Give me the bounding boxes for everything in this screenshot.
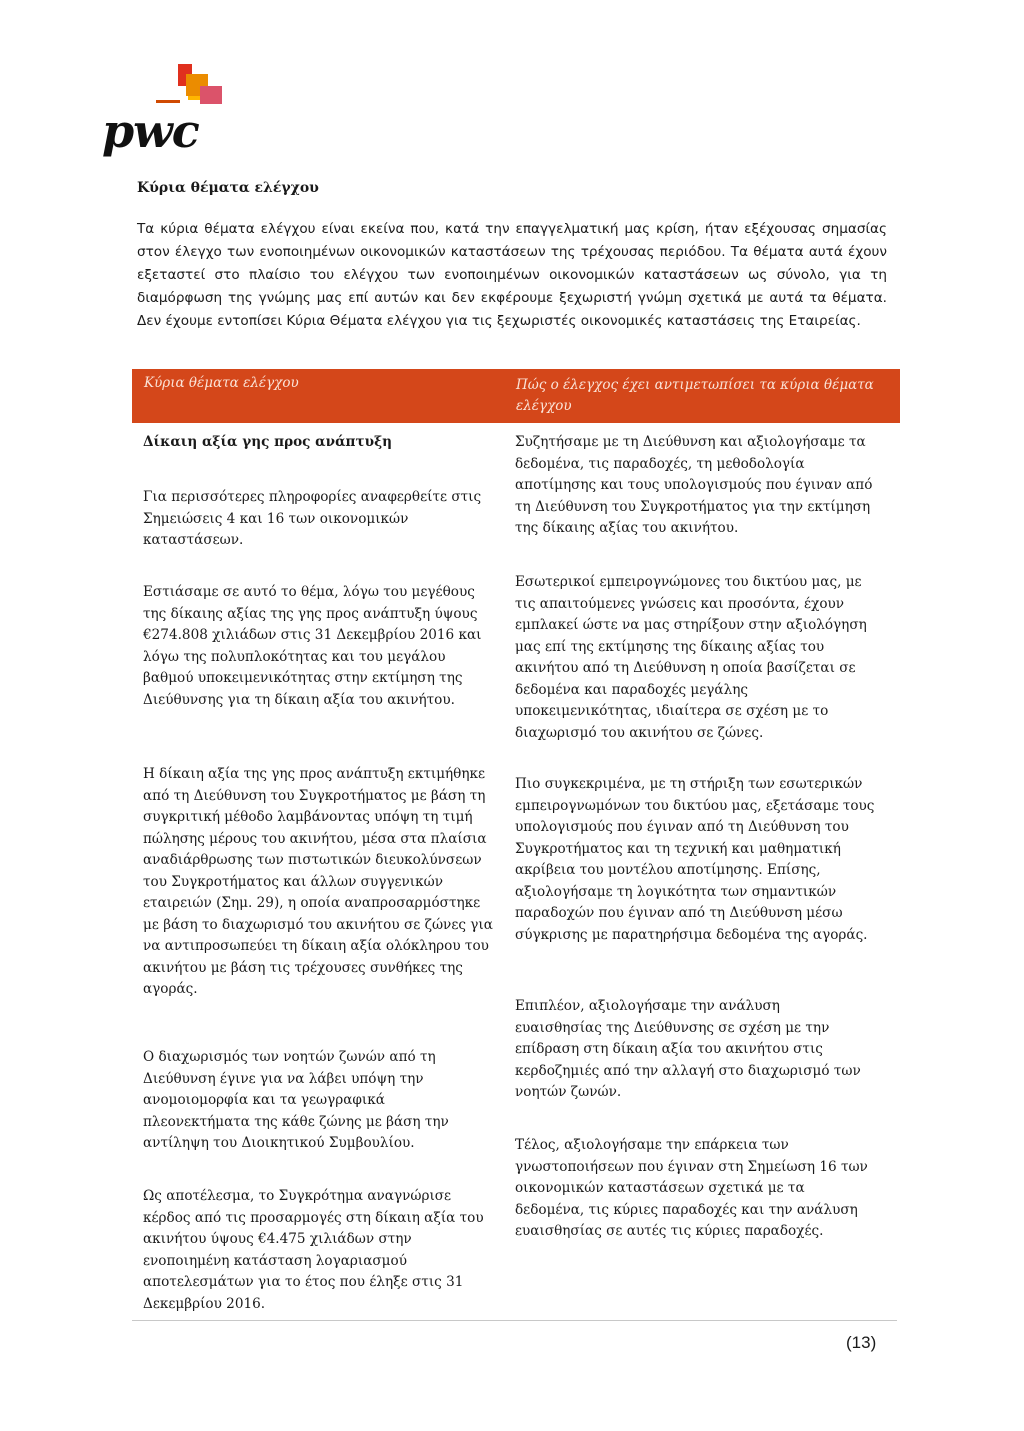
footer-rule bbox=[132, 1320, 897, 1321]
section-heading: Κύρια θέματα ελέγχου bbox=[137, 180, 319, 196]
left-paragraph-1 bbox=[143, 487, 493, 552]
left-paragraph-2 bbox=[143, 582, 483, 711]
page-number: (13) bbox=[846, 1333, 877, 1352]
logo-wordmark: pwc bbox=[102, 104, 199, 158]
right-paragraph-2 bbox=[515, 572, 880, 744]
left-paragraph-5 bbox=[143, 1186, 488, 1315]
right-text-5: Τέλος, αξιολογήσαμε την επάρκεια των γνωστοποιήσεων που έγιναν στη Σημείωση 16 των οικονομικών καταστάσεων σχετικά με τα δεδομένα, τις κύριες παραδοχές και την ανάλυση ευαισθησίας σε αυτές τις κύριες παραδοχές. bbox=[515, 1137, 868, 1239]
logo-bar bbox=[156, 100, 180, 103]
left-title bbox=[143, 432, 503, 454]
right-paragraph-3 bbox=[515, 774, 890, 946]
right-text-4: Επιπλέον, αξιολογήσαμε την ανάλυση ευαισθησίας της Διεύθυνσης σε σχέση με την επίδραση στη δίκαιη αξία του ακινήτου στις κερδοζημιές από την αλλαγή στο διαχωρισμό των νοητών ζωνών. bbox=[515, 998, 861, 1100]
table-header-band bbox=[132, 369, 900, 423]
right-paragraph-4 bbox=[515, 996, 870, 1104]
left-subheading: Δίκαιη αξία γης προς ανάπτυξη bbox=[143, 434, 393, 450]
left-text-2: Εστιάσαμε σε αυτό το θέμα, λόγω του μεγέθους της δίκαιης αξίας της γης προς ανάπτυξη ύψους €274.808 χιλιάδων στις 31 Δεκεμβρίου 2016 και λόγω της πολυπλοκότητας και του μεγάλου βαθμού υποκειμενικότητας στην εκτίμηση της Διεύθυνσης για τη δίκαιη αξία του ακινήτου. bbox=[143, 584, 482, 708]
right-text-3: Πιο συγκεκριμένα, με τη στήριξη των εσωτερικών εμπειρογνωμόνων του δικτύου μας, εξετάσαμε τους υπολογισμούς που έγιναν από τη Διεύθυνση του Συγκροτήματος και τη τεχνική και μαθηματική ακρίβεια του μοντέλου αποτίμησης. Επίσης, αξιολογήσαμε τη λογικότητα των σημαντικών παραδοχών που έγιναν από τη Διεύθυνση μέσω σύγκρισης με παρατηρήσιμα δεδομένα της αγοράς. bbox=[515, 776, 875, 943]
right-text-1: Συζητήσαμε με τη Διεύθυνση και αξιολογήσαμε τα δεδομένα, τις παραδοχές, τη μεθοδολογία αποτίμησης και τους υπολογισμούς που έγιναν από τη Διεύθυνση του Συγκροτήματος για την εκτίμηση της δίκαιης αξίας του ακινήτου. bbox=[515, 434, 873, 536]
header-right: Πώς ο έλεγχος έχει αντιμετωπίσει τα κύρια θέματα ελέγχου bbox=[516, 377, 874, 414]
right-paragraph-5 bbox=[515, 1135, 875, 1243]
left-paragraph-4 bbox=[143, 1047, 458, 1155]
intro-paragraph: Τα κύρια θέματα ελέγχου είναι εκείνα που, κατά την επαγγελματική μας κρίση, ήταν εξέχουσας σημασίας στον έλεγχο των ενοποιημένων οικονομικών καταστάσεων της τρέχουσας περιόδου. Τα θέματα αυτά έχουν εξεταστεί στο πλαίσιο του ελέγχου των ενοποιημένων οικονομικών καταστάσεων ως σύνολο, για τη διαμόρφωση της γνώμης μας επί αυτών και δεν εκφέρουμε ξεχωριστή γνώμη σχετικά με αυτά τα θέματα. Δεν έχουμε εντοπίσει Κύρια Θέματα ελέγχου για τις ξεχωριστές οικονομικές καταστάσεις της Εταιρείας. bbox=[137, 221, 887, 329]
left-text-5: Ως αποτέλεσμα, το Συγκρότημα αναγνώρισε κέρδος από τις προσαρμογές στη δίκαιη αξία του ακινήτου ύψους €4.475 χιλιάδων στην ενοποιημένη κατάσταση λογαριασμού αποτελεσμάτων για το έτος που έληξε στις 31 Δεκεμβρίου 2016. bbox=[143, 1188, 484, 1312]
left-text-3: Η δίκαιη αξία της γης προς ανάπτυξη εκτιμήθηκε από τη Διεύθυνση του Συγκροτήματος με βάση τη συγκριτική μέθοδο λαμβάνοντας υπόψη τη τιμή πώλησης μέρους του ακινήτου, μέσα στα πλαίσια αναδιάρθρωσης των πιστωτικών διευκολύνσεων του Συγκροτήματος και άλλων συγγενικών εταιρειών (Σημ. 29), η οποία αναπροσαρμόστηκε με βάση το διαχωρισμό του ακινήτου σε ζώνες για να αντιπροσωπεύει τη δίκαιη αξία ολόκληρου του ακινήτου με βάση τις τρέχουσες συνθήκες της αγοράς. bbox=[143, 766, 493, 997]
logo-block-pink bbox=[200, 86, 222, 104]
right-text-2: Εσωτερικοί εμπειρογνώμονες του δικτύου μας, με τις απαιτούμενες γνώσεις και προσόντα, έχουν εμπλακεί ώστε να μας στηρίξουν στην αξιολόγηση μας επί της εκτίμησης της δίκαιης αξίας του ακινήτου από τη Διεύθυνση η οποία βασίζεται σε δεδομένα και παραδοχές μεγάλης υποκειμενικότητας, ιδιαίτερα σε σχέση με το διαχωρισμό του ακινήτου σε ζώνες. bbox=[515, 574, 867, 741]
left-text-1: Για περισσότερες πληροφορίες αναφερθείτε στις Σημειώσεις 4 και 16 των οικονομικών καταστάσεων. bbox=[143, 489, 482, 548]
header-left: Κύρια θέματα ελέγχου bbox=[144, 375, 299, 391]
pwc-logo bbox=[100, 58, 230, 158]
right-paragraph-1 bbox=[515, 432, 885, 540]
left-text-4: Ο διαχωρισμός των νοητών ζωνών από τη Διεύθυνση έγινε για να λάβει υπόψη την ανομοιομορφία και τα γεωγραφικά πλεονεκτήματα της κάθε ζώνης με βάση την αντίληψη του Διοικητικού Συμβουλίου. bbox=[143, 1049, 449, 1151]
left-paragraph-3 bbox=[143, 764, 498, 1001]
